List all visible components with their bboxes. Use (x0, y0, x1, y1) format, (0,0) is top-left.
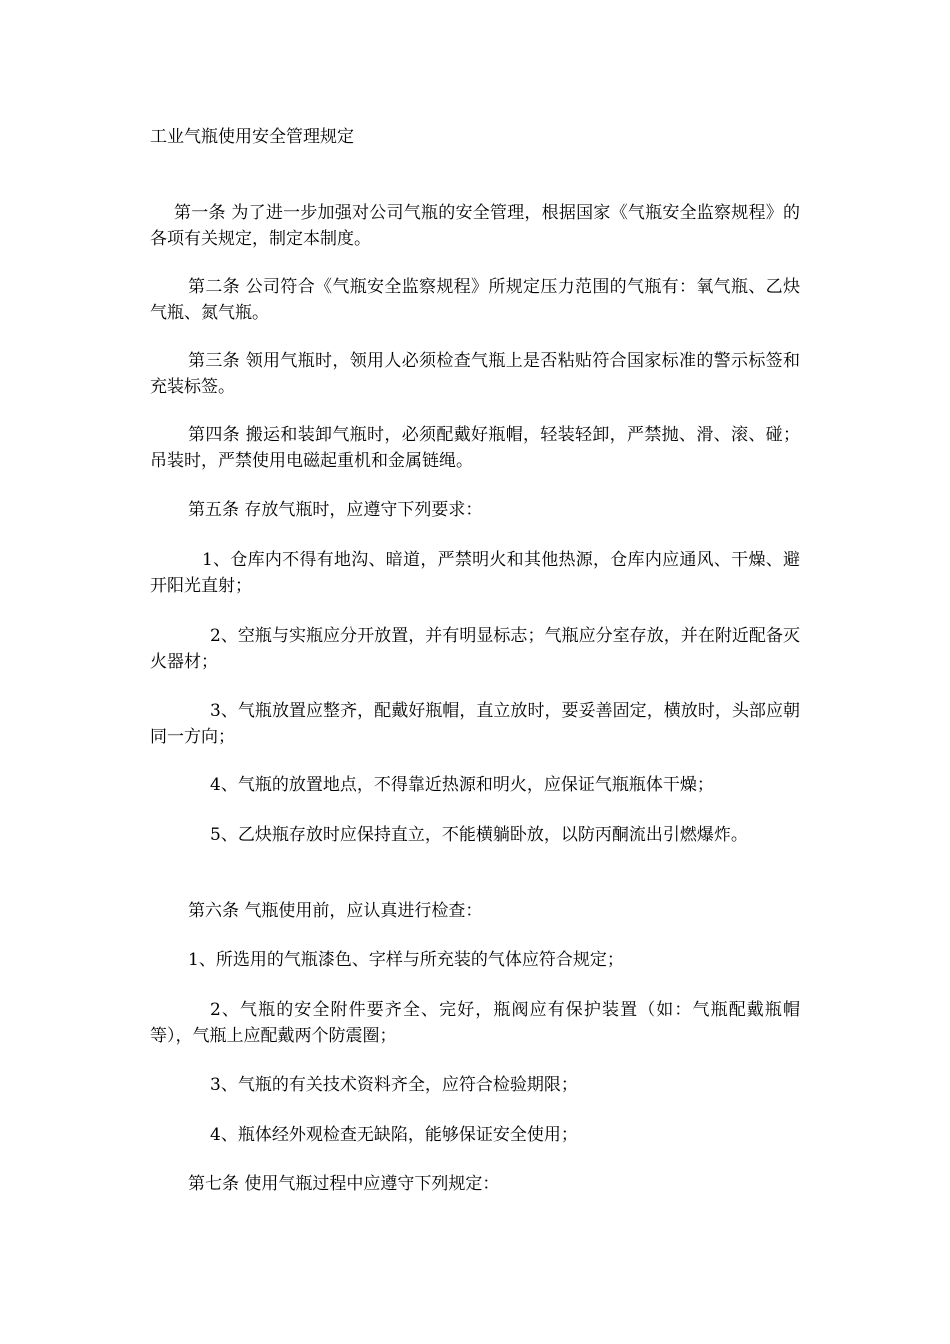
article-2-paragraph: 第二条 公司符合《气瓶安全监察规程》所规定压力范围的气瓶有：氧气瓶、乙炔气瓶、氮气瓶。 (150, 277, 800, 323)
article-6-item-3: 3、气瓶的有关技术资料齐全，应符合检验期限； (210, 1075, 578, 1095)
article-4-paragraph: 第四条 搬运和装卸气瓶时，必须配戴好瓶帽，轻装轻卸，严禁抛、滑、滚、碰；吊装时，严禁使用电磁起重机和金属链绳。 (150, 425, 800, 471)
article-5-item-2: 2、空瓶与实瓶应分开放置，并有明显标志；气瓶应分室存放，并在附近配备灭火器材； (150, 626, 800, 672)
article-6-item-2: 2、气瓶的安全附件要齐全、完好，瓶阀应有保护装置（如：气瓶配戴瓶帽等），气瓶上应配戴两个防震圈； (150, 1000, 800, 1046)
document-title: 工业气瓶使用安全管理规定 (150, 127, 354, 147)
article-1-paragraph: 第一条 为了进一步加强对公司气瓶的安全管理，根据国家《气瓶安全监察规程》的各项有关规定，制定本制度。 (150, 203, 800, 249)
article-6-paragraph: 第六条 气瓶使用前，应认真进行检查： (188, 901, 483, 921)
article-5-item-4: 4、气瓶的放置地点，不得靠近热源和明火，应保证气瓶瓶体干燥； (210, 775, 714, 795)
article-5-item-1: 1、仓库内不得有地沟、暗道，严禁明火和其他热源，仓库内应通风、干燥、避开阳光直射； (150, 550, 800, 596)
article-6-item-1: 1、所选用的气瓶漆色、字样与所充装的气体应符合规定； (188, 950, 624, 970)
article-6-item-4: 4、瓶体经外观检查无缺陷，能够保证安全使用； (210, 1125, 578, 1145)
article-5-paragraph: 第五条 存放气瓶时，应遵守下列要求： (188, 500, 483, 520)
article-3-paragraph: 第三条 领用气瓶时，领用人必须检查气瓶上是否粘贴符合国家标准的警示标签和充装标签。 (150, 351, 800, 397)
article-7-paragraph: 第七条 使用气瓶过程中应遵守下列规定： (188, 1174, 500, 1194)
article-5-item-5: 5、乙炔瓶存放时应保持直立，不能横躺卧放，以防丙酮流出引燃爆炸。 (210, 825, 748, 845)
article-5-item-3: 3、气瓶放置应整齐，配戴好瓶帽，直立放时，要妥善固定，横放时，头部应朝同一方向； (150, 701, 800, 747)
